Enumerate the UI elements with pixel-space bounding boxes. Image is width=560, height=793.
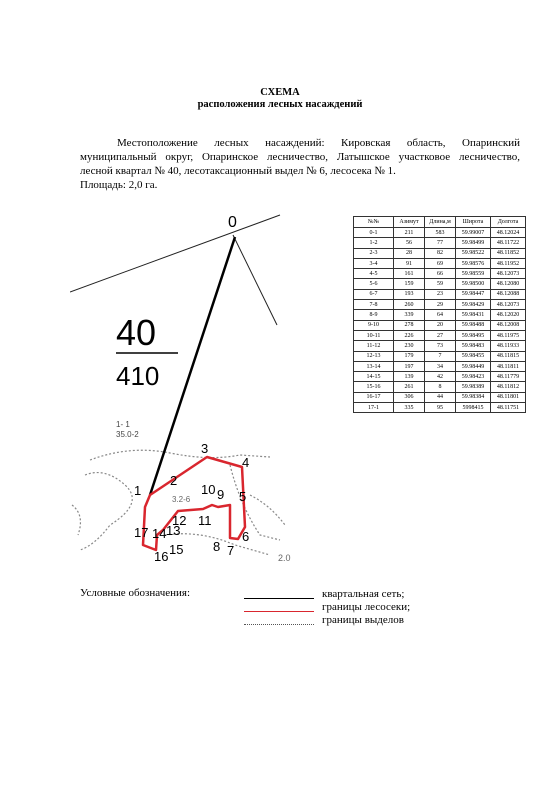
cell-segment: 13-14 [354,361,394,371]
cell-azimuth: 28 [394,248,425,258]
cell-longitude: 48.11852 [491,248,526,258]
cell-azimuth: 91 [394,258,425,268]
legend-red-line [244,611,314,612]
cell-segment: 9-10 [354,320,394,330]
cell-latitude: 59.98499 [456,238,491,248]
point-label-15: 15 [169,542,184,557]
cell-longitude: 48.12073 [491,300,526,310]
column-header-latitude: Широта [456,217,491,228]
cell-longitude: 48.12024 [491,228,526,238]
cell-azimuth: 179 [394,351,425,361]
legend-vydel-boundary-label: границы выделов [322,614,404,626]
point-label-4: 4 [242,455,250,470]
cell-longitude: 48.12020 [491,310,526,320]
quarter-line-top [70,215,280,292]
cell-segment: 2-3 [354,248,394,258]
cell-length: 23 [425,289,456,299]
cell-azimuth: 226 [394,330,425,340]
cell-latitude: 59.98449 [456,361,491,371]
point-label-1: 1 [134,483,142,498]
forest-scheme-map [70,205,295,580]
cell-length: 29 [425,300,456,310]
vydel-label-1: 1- 1 [116,420,130,429]
cell-length: 69 [425,258,456,268]
cell-longitude: 48.11815 [491,351,526,361]
column-header-length: Длина,м [425,217,456,228]
cell-segment: 10-11 [354,330,394,340]
cell-length: 66 [425,269,456,279]
document-title: СХЕМА [260,87,300,98]
cell-longitude: 48.12080 [491,279,526,289]
column-header-segment: №№ [354,217,394,228]
location-line-3: лесной квартал № 40, лесотаксационный выдел № 6, лесосека № 1. [80,165,396,177]
point-label-3: 3 [201,441,209,456]
cell-length: 44 [425,392,456,402]
cell-latitude: 59.98423 [456,372,491,382]
table-row [354,289,526,299]
cell-segment: 6-7 [354,289,394,299]
cell-longitude: 48.11751 [491,403,526,413]
quarter-number: 40 [116,312,157,353]
table-row [354,269,526,279]
legend-black-line [244,598,314,599]
legend-vydel-boundary [244,614,484,626]
table-row [354,238,526,248]
cell-length: 34 [425,361,456,371]
cell-longitude: 48.11952 [491,258,526,268]
cell-segment: 14-15 [354,372,394,382]
table-row [354,279,526,289]
area-line: Площадь: 2,0 га. [80,179,158,191]
cell-longitude: 48.12073 [491,269,526,279]
cell-length: 42 [425,372,456,382]
document-subtitle: расположения лесных насаждений [197,99,363,110]
table-row [354,330,526,340]
table-row [354,300,526,310]
table-row [354,392,526,402]
cell-segment: 1-2 [354,238,394,248]
table-row [354,382,526,392]
cell-azimuth: 335 [394,403,425,413]
cell-azimuth: 197 [394,361,425,371]
vydel-boundary-5 [250,495,285,525]
cell-latitude: 59.99007 [456,228,491,238]
cell-latitude: 59.98447 [456,289,491,299]
vydel-boundary-3 [230,465,280,540]
cell-length: 73 [425,341,456,351]
cell-longitude: 48.11812 [491,382,526,392]
cell-longitude: 48.11811 [491,361,526,371]
cell-length: 77 [425,238,456,248]
point-label-11: 11 [198,513,212,528]
point-label-12: 12 [172,513,187,528]
table-row [354,228,526,238]
vydel-boundary-2 [80,473,132,550]
cell-length: 8 [425,382,456,392]
cell-azimuth: 193 [394,289,425,299]
location-line-2: муниципальный округ, Опаринское лесничество, Латышское участковое лесничество, [80,151,520,163]
cell-azimuth: 261 [394,382,425,392]
cell-latitude: 59.98483 [456,341,491,351]
legend-dotted-line [244,624,314,625]
cell-longitude: 48.12008 [491,320,526,330]
cell-length: 7 [425,351,456,361]
cell-segment: 8-9 [354,310,394,320]
table-row [354,248,526,258]
location-line-1: Местоположение лесных насаждений: Кировская область, Опаринский [117,137,520,149]
table-row [354,258,526,268]
cell-longitude: 48.11933 [491,341,526,351]
cell-longitude: 48.11779 [491,372,526,382]
vydel-boundary-6 [72,505,80,535]
cell-latitude: 59.98455 [456,351,491,361]
point-label-2: 2 [170,473,178,488]
point-label-14: 14 [152,526,167,541]
cell-latitude: 5998415 [456,403,491,413]
column-header-longitude: Долгота [491,217,526,228]
quarter-area: 410 [116,361,160,391]
point-label-17: 17 [134,525,149,540]
cell-latitude: 59.98576 [456,258,491,268]
vydel-label-2: 35.0-2 [116,430,139,439]
point-label-5: 5 [239,489,247,504]
cell-longitude: 48.11801 [491,392,526,402]
quarter-line-right [233,235,277,325]
cell-latitude: 59.98559 [456,269,491,279]
cell-latitude: 59.98522 [456,248,491,258]
table-row [354,320,526,330]
cell-latitude: 59.98429 [456,300,491,310]
cell-segment: 15-16 [354,382,394,392]
cell-length: 20 [425,320,456,330]
cell-segment: 16-17 [354,392,394,402]
cell-latitude: 59.98389 [456,382,491,392]
tie-line-0-1 [150,237,235,495]
point-label-7: 7 [227,543,235,558]
cell-segment: 11-12 [354,341,394,351]
cell-longitude: 48.11722 [491,238,526,248]
cell-segment: 7-8 [354,300,394,310]
cell-azimuth: 339 [394,310,425,320]
cell-azimuth: 159 [394,279,425,289]
cell-segment: 3-4 [354,258,394,268]
cell-length: 64 [425,310,456,320]
cell-latitude: 59.98384 [456,392,491,402]
cell-azimuth: 306 [394,392,425,402]
table-body [354,228,526,413]
point-label-8: 8 [213,539,221,554]
cell-segment: 17-1 [354,403,394,413]
cell-segment: 0-1 [354,228,394,238]
point-label-13: 13 [166,523,181,538]
table-row [354,403,526,413]
point-label-9: 9 [217,487,225,502]
table-row [354,372,526,382]
point-label-16: 16 [154,549,169,564]
cell-segment: 5-6 [354,279,394,289]
table-row [354,341,526,351]
cell-latitude: 59.98500 [456,279,491,289]
cell-azimuth: 211 [394,228,425,238]
point-label-10: 10 [201,482,216,497]
table-row [354,361,526,371]
cell-longitude: 48.11975 [491,330,526,340]
cell-length: 27 [425,330,456,340]
cell-azimuth: 278 [394,320,425,330]
cell-latitude: 59.98431 [456,310,491,320]
column-header-azimuth: Азимут [394,217,425,228]
cell-longitude: 48.12088 [491,289,526,299]
legend-plot-boundary-label: границы лесосеки; [322,601,411,613]
cell-azimuth: 260 [394,300,425,310]
coordinates-table [353,216,526,413]
cell-length: 95 [425,403,456,413]
legend-plot-boundary [244,601,484,613]
cell-segment: 12-13 [354,351,394,361]
point-label-0: 0 [228,214,237,231]
point-label-6: 6 [242,529,250,544]
cell-azimuth: 161 [394,269,425,279]
table-row [354,310,526,320]
vydel-label-4: 2.0 [278,553,291,563]
cell-azimuth: 230 [394,341,425,351]
cell-azimuth: 56 [394,238,425,248]
cell-latitude: 59.98495 [456,330,491,340]
cell-length: 59 [425,279,456,289]
legend-quarter-network [244,588,484,600]
cell-length: 583 [425,228,456,238]
cell-length: 82 [425,248,456,258]
table-row [354,351,526,361]
legend-title: Условные обозначения: [80,587,191,599]
cell-latitude: 59.98488 [456,320,491,330]
vydel-label-3: 3.2-6 [172,495,191,504]
cell-azimuth: 139 [394,372,425,382]
cell-segment: 4-5 [354,269,394,279]
table-header-row [354,217,526,228]
legend-quarter-network-label: квартальная сеть; [322,588,405,600]
